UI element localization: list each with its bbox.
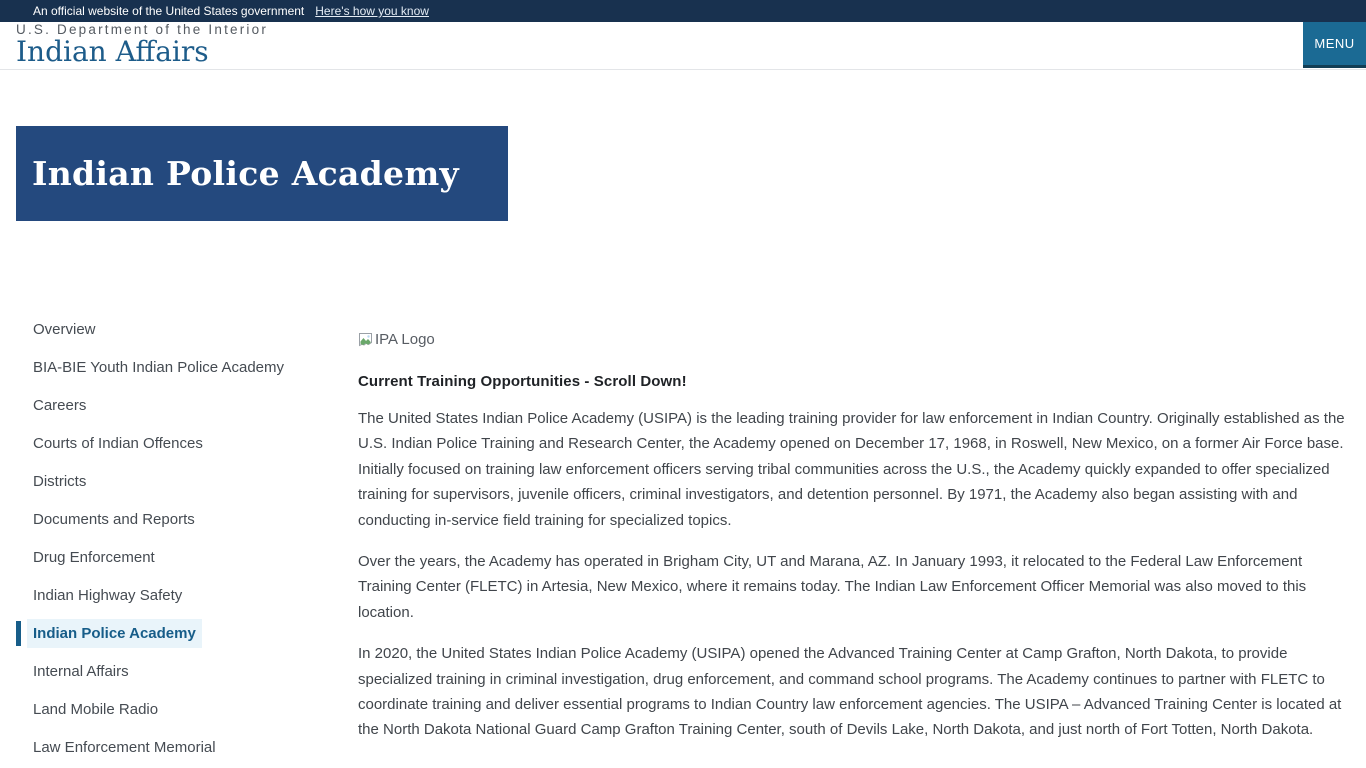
broken-image-fallback (358, 331, 1347, 348)
site-title-link[interactable]: Indian Affairs (16, 35, 209, 68)
sidebar-item-bia-bie-youth-indian-police-academy (16, 355, 346, 380)
sidebar-item-internal-affairs (16, 659, 346, 684)
training-opportunities-heading: Current Training Opportunities - Scroll Down! (358, 373, 687, 390)
body-paragraph: The United States Indian Police Academy (USIPA) is the leading training provider for law enforcement in Indian Country. Originally established as the U.S. Indian Police Training and Research Center, the Academy opened on December 17, 1968, in Roswell, New Mexico, on a former Air Force base. Initially focused on training law enforcement officers serving tribal communities across the U.S., the Academy quickly expanded to offer specialized training for supervisors, juvenile officers, criminal investigators, and detention personnel. By 1971, the Academy also began assisting with and conducting in-service field training for specialized topics. (358, 410, 1345, 529)
sidebar-item-overview (16, 317, 346, 342)
article-body (358, 406, 1347, 743)
body-paragraph: In 2020, the United States Indian Police Academy (USIPA) opened the Advanced Training Center at Camp Grafton, North Dakota, to provide specialized training in criminal investigation, drug enforcement, and command school programs. The Academy continues to partner with FLETC to coordinate training and deliver essential programs to Indian Country law enforcement agencies. The USIPA – Advanced Training Center is located at the North Dakota National Guard Camp Grafton Training Center, south of Devils Lake, North Dakota, and just north of Fort Totten, North Dakota. (358, 645, 1342, 739)
sidebar-item-documents-and-reports (16, 507, 346, 532)
sidebar-item-law-enforcement-memorial (16, 735, 346, 760)
sidebar-nav (16, 317, 346, 768)
sidebar-link[interactable]: Indian Highway Safety (33, 587, 183, 604)
official-website-text: An official website of the United States government (33, 4, 305, 18)
sidebar-list (16, 317, 346, 760)
sidebar-link[interactable]: Land Mobile Radio (33, 701, 159, 718)
body-paragraph: Over the years, the Academy has operated in Brigham City, UT and Marana, AZ. In January 1993, it relocated to the Federal Law Enforcement Training Center (FLETC) in Artesia, New Mexico, where it remains today. The Indian Law Enforcement Officer Memorial was also moved to this location. (358, 553, 1307, 621)
sidebar-item-indian-police-academy (16, 621, 346, 646)
broken-image-icon (358, 332, 373, 347)
page-title-banner (16, 126, 508, 221)
sidebar-link[interactable]: Law Enforcement Memorial (33, 739, 216, 756)
sidebar-item-land-mobile-radio (16, 697, 346, 722)
sidebar-item-districts (16, 469, 346, 494)
sidebar-item-drug-enforcement (16, 545, 346, 570)
how-you-know-link[interactable]: Here's how you know (315, 4, 429, 18)
sidebar-link[interactable]: Careers (33, 397, 87, 414)
sidebar-link[interactable]: Drug Enforcement (33, 549, 155, 566)
sidebar-link[interactable]: Indian Police Academy (27, 619, 202, 648)
image-alt-text: IPA Logo (375, 331, 435, 348)
menu-button[interactable]: MENU (1303, 22, 1366, 68)
sidebar-link[interactable]: Overview (33, 321, 96, 338)
main-content (358, 331, 1347, 743)
sidebar-link[interactable]: Internal Affairs (33, 663, 129, 680)
gov-banner (0, 0, 1366, 22)
sidebar-link[interactable]: Documents and Reports (33, 511, 195, 528)
sidebar-item-indian-highway-safety (16, 583, 346, 608)
sidebar-item-careers (16, 393, 346, 418)
sidebar-link[interactable]: Courts of Indian Offences (33, 435, 203, 452)
site-header (0, 22, 1366, 70)
agency-name: U.S. Department of the Interior (16, 22, 269, 37)
sidebar-link[interactable]: Districts (33, 473, 87, 490)
sidebar-item-courts-of-indian-offences (16, 431, 346, 456)
sidebar-link[interactable]: BIA-BIE Youth Indian Police Academy (33, 359, 284, 376)
page-title: Indian Police Academy (32, 154, 460, 193)
